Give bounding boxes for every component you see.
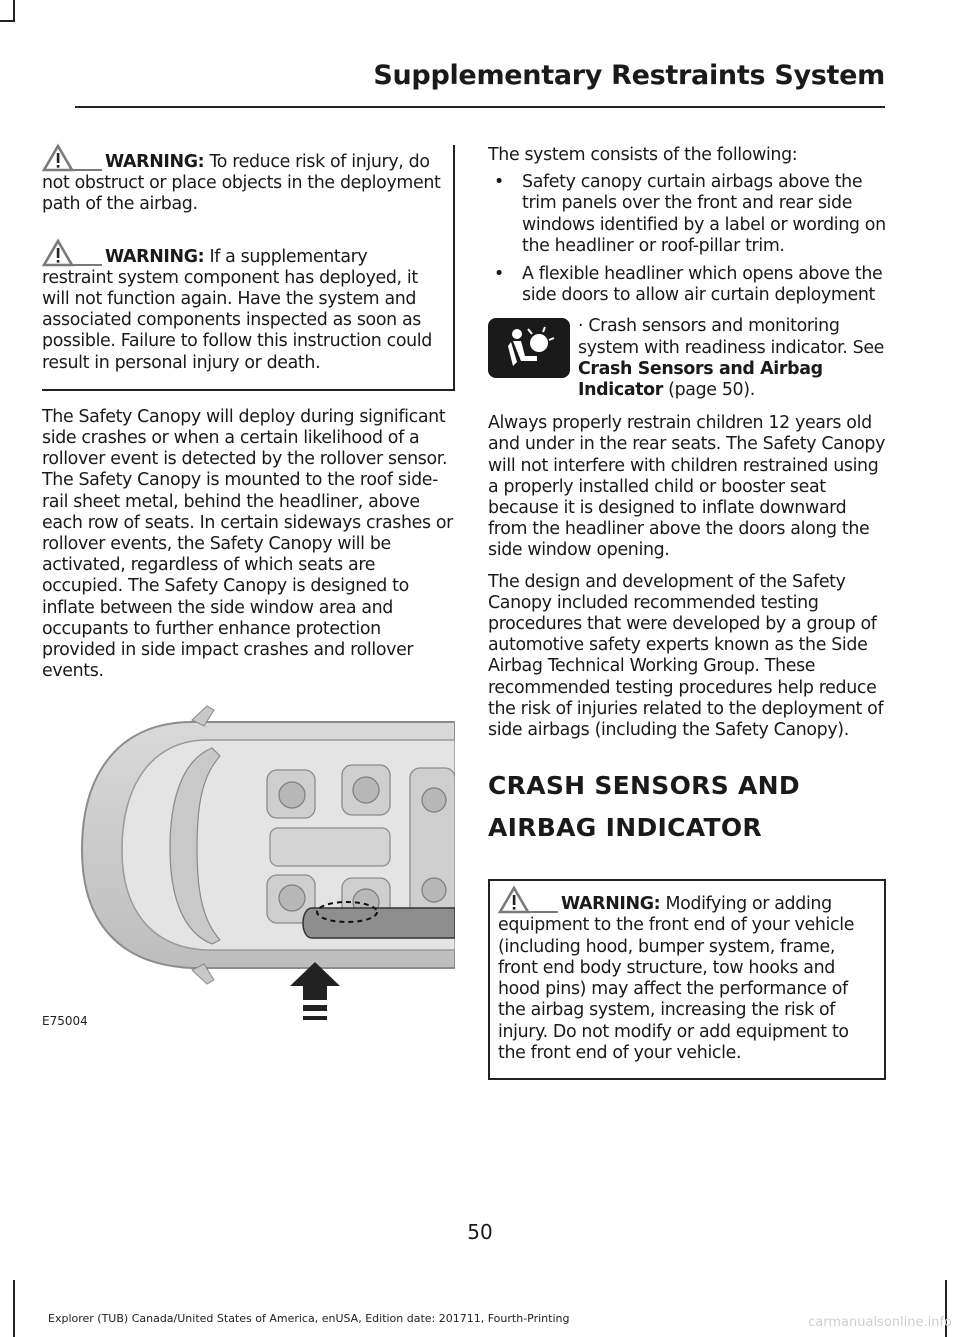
list-item bbox=[488, 172, 886, 257]
warning-block bbox=[42, 240, 443, 374]
safety-canopy-paragraph: The Safety Canopy will deploy during significant side crashes or when a certain likelihood of a rollover event is detected by the rollover sensor. The Safety Canopy is mounted to the roof side-rail sheet metal, behind the headliner, above each row of seats. In certain sideways crashes or rollover events, the Safety Canopy will be activated, regardless of which seats are occupied. The Safety Canopy is designed to inflate between the side window area and occupants to further enhance protection provided in side impact crashes and rollover events. bbox=[42, 406, 453, 682]
crop-mark bbox=[13, 0, 15, 22]
warning-block bbox=[498, 881, 876, 1064]
warning-box bbox=[488, 879, 886, 1080]
warning-text: Modifying or adding equipment to the front end of your vehicle (including hood, bumper system, frame, front end body structure, tow hooks and hood pins) may affect the performance of the airbag system, increasing the risk of injury. Do not modify or add equipment to the front end of your vehicle. bbox=[498, 894, 855, 1063]
list-item-text: Safety canopy curtain airbags above the trim panels over the front and rear side windows identified by a label or wording on the headliner or roof-pillar trim. bbox=[522, 172, 886, 256]
vehicle-illustration bbox=[42, 700, 455, 1040]
page-number: 50 bbox=[467, 1220, 493, 1244]
crash-sensor-link[interactable]: Crash Sensors and Airbag Indicator bbox=[578, 358, 823, 401]
left-column bbox=[42, 145, 455, 1040]
bullet-marker: • bbox=[494, 172, 504, 193]
children-paragraph: Always properly restrain children 12 years old and under in the rear seats. The Safety Canopy will not interfere with children restrained using a properly installed child or booster seat because it is designed to inflate downward from the headliner above the doors along the side window opening. bbox=[488, 413, 886, 561]
header-rule bbox=[75, 106, 885, 108]
warning-label: WARNING: bbox=[105, 246, 205, 267]
page-title: Supplementary Restraints System bbox=[373, 60, 885, 91]
section-heading-line: AIRBAG INDICATOR bbox=[488, 813, 762, 843]
watermark: carmanualsonline.info bbox=[808, 1315, 952, 1330]
list-item bbox=[488, 264, 886, 306]
crop-mark bbox=[0, 20, 15, 22]
footer-edition: Explorer (TUB) Canada/United States of America, enUSA, Edition date: 201711, Fourth-Printing bbox=[48, 1312, 570, 1325]
warning-label: WARNING: bbox=[561, 894, 661, 915]
crash-sensor-item bbox=[488, 316, 886, 401]
crash-sensor-text: · Crash sensors and monitoring system with readiness indicator. See bbox=[578, 316, 885, 358]
section-heading bbox=[488, 767, 886, 847]
system-intro: The system consists of the following: bbox=[488, 145, 798, 165]
crop-mark bbox=[13, 1280, 15, 1337]
right-column bbox=[488, 145, 886, 1080]
section-heading-line: CRASH SENSORS AND bbox=[488, 771, 800, 801]
design-paragraph: The design and development of the Safety Canopy included recommended testing procedures that were developed by a group of automotive safety experts known as the Side Airbag Technical Working Group. These recommended testing procedures help reduce the risk of injuries related to the deployment of side airbags (including the Safety Canopy). bbox=[488, 571, 884, 741]
page-reference: (page 50). bbox=[663, 380, 755, 401]
warning-text: If a supplementary restraint system component has deployed, it will not function again. Have the system and associated components inspected as soon as possible. Failure to follow this instruction could result in personal injury or death. bbox=[42, 246, 432, 373]
warning-box bbox=[42, 145, 455, 391]
car-top-view-image bbox=[42, 700, 455, 1040]
airbag-indicator-icon bbox=[488, 318, 570, 378]
warning-block bbox=[42, 145, 443, 216]
list-item-text: A flexible headliner which opens above the side doors to allow air curtain deployment bbox=[522, 264, 883, 306]
warning-label: WARNING: bbox=[105, 152, 205, 172]
figure-code: E75004 bbox=[42, 1014, 88, 1029]
warning-text: To reduce risk of injury, do not obstruct or place objects in the deployment path of the airbag. bbox=[42, 152, 441, 215]
bullet-marker: • bbox=[494, 264, 504, 285]
